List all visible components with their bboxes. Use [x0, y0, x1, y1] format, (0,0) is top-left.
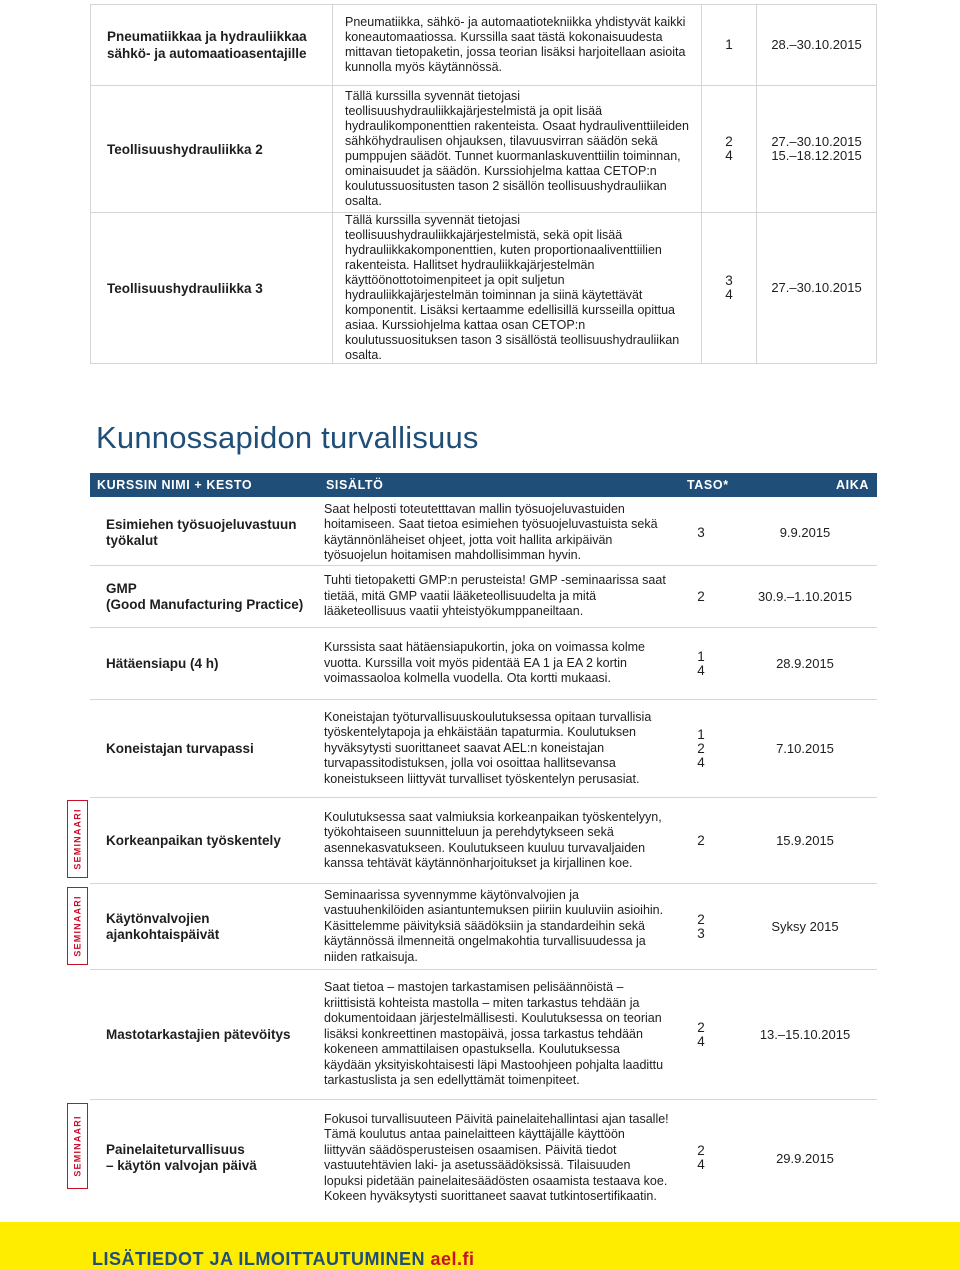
course-description: Koneistajan työturvallisuuskoulutuksessa opitaan turvallisia työskentelytapoja ja ehkäistään tapaturmia. Koulutuksen hyväksytysti suorittaneet saavat AEL:n koneistajan turvapassitodistuksen, jolla voi osoittaa hallitsevansa koneistukseen liittyvät turvalliset työskentelyn perusasiat.	[324, 709, 652, 786]
seminar-tag	[67, 1103, 88, 1189]
level-value: 4	[697, 662, 705, 678]
course-description: Tuhti tietopaketti GMP:n perusteista! GMP -seminaarissa saat tietää, mitä GMP vaatii lääketeollisuudelta ja mitä lääketeollisuus vaatii yhteistyökumppaneiltaan.	[324, 573, 666, 619]
course-name: Käytönvalvojien ajankohtaispäivät	[106, 910, 220, 942]
course-date: 27.–30.10.2015 15.–18.12.2015	[757, 86, 877, 213]
course-level	[678, 798, 724, 883]
table-row	[91, 213, 877, 364]
course-name: Hätäensiapu (4 h)	[106, 655, 219, 671]
footer-label: LISÄTIEDOT JA ILMOITTAUTUMINEN	[92, 1249, 425, 1269]
table-row	[90, 566, 877, 628]
course-name: Korkeanpaikan työskentely	[106, 832, 281, 848]
level-value: 4	[697, 1157, 705, 1172]
seminar-label: SEMINAARI	[72, 1115, 83, 1177]
course-name: Esimiehen työsuojeluvastuun työkalut	[106, 516, 297, 548]
course-date: 15.9.2015	[776, 833, 834, 848]
course-level	[702, 5, 757, 86]
course-description: Tällä kurssilla syvennät tietojasi teollisuushydrauliikkajärjestelmistä ja opit lisää hydraulikomponenttien rakenteista. Osaat hydrauliventtiileiden sähköhydraulisen ohjauksen, tilavuusvirran säädön sekä pumppujen säädöt. Tunnet kuormanlaskuventtiilin toiminnan, ominaisuudet ja säädön. Kurssiohjelma kattaa CETOP:n koulutussuositusten tason 2 sisällön teollisuushydrauliikan osalta.	[333, 86, 702, 213]
level-value: 4	[697, 754, 705, 770]
course-description: Pneumatiikka, sähkö- ja automaatiotekniikka yhdistyvät kaikki koneautomaatiossa. Kurssilla saat tästä kokonaisuudesta mittavan tietopaketin, jossa teorian lisäksi harjoitellaan asioita kunnolla myös käytännössä.	[333, 5, 702, 86]
level-value: 2	[697, 832, 705, 848]
course-date: 27.–30.10.2015	[757, 213, 877, 364]
level-value: 2	[725, 134, 733, 149]
table-row	[90, 700, 877, 798]
level-value: 3	[697, 524, 705, 540]
course-date: 29.9.2015	[776, 1150, 834, 1166]
course-date: 13.–15.10.2015	[759, 1027, 851, 1042]
course-description: Seminaarissa syvennymme käytönvalvojien ja vastuuhenkilöiden asiantuntemuksen piiriin kuuluviin asioihin. Käsittelemme päivityksiä säädöksiin ja standardeihin sekä käytännössä ilmenneitä ongelmakohtia turvallisuudessa ja niiden ratkaisuja.	[324, 887, 664, 964]
level-value: 4	[725, 287, 733, 302]
table-row	[90, 1100, 877, 1216]
course-name: Pneumatiikkaa ja hydrauliikkaa sähkö- ja automaatioasentajille	[91, 5, 333, 86]
course-level	[702, 213, 757, 364]
header-time: AIKA	[836, 478, 869, 492]
course-name: Painelaiteturvallisuus – käytön valvojan päivä	[106, 1142, 257, 1173]
table-row	[91, 5, 877, 86]
course-level	[678, 970, 724, 1099]
course-date: 9.9.2015	[779, 525, 831, 540]
course-description: Koulutuksessa saat valmiuksia korkeanpaikan työskentelyyn, työkohtaiseen suunnitteluun ja perehdytykseen sekä asennekasvatukseen. Koulutukseen kuuluu turvavaljaiden kanssa tehtävät käytännönharjoitukset ja kirjallinen koe.	[324, 809, 662, 870]
course-description: Kurssista saat hätäensiapukortin, joka on voimassa kolme vuotta. Kurssilla voit myös pidentää EA 1 ja EA 2 kortin voimassaoloa kolmella vuodella. Ota kortti mukaasi.	[324, 640, 645, 686]
course-level	[678, 884, 724, 969]
table-header	[90, 473, 877, 497]
level-value: 1	[697, 726, 705, 742]
course-name: Teollisuushydrauliikka 2	[91, 86, 333, 213]
course-description: Tällä kurssilla syvennät tietojasi teollisuushydrauliikkajärjestelmistä, sekä opit lisää hydrauliikkakomponenttien, kuten proportionaaliventtiilien rakenteista. Hallitset hydrauliikkajärjestelmän käyttöönottotoimenpiteet ja opit suljetun hydrauliikkajärjestelmän toiminnan ja siinä käytettävät komponentit. Lisäksi kertaamme edellisillä kursseilla opittua asiaa. Kurssiohjelma kattaa osan CETOP:n koulutussuosituksen tason 3 sisällöstä teollisuushydrauliikan osalta.	[333, 213, 702, 364]
course-date: 7.10.2015	[776, 741, 834, 756]
course-name: Mastotarkastajien pätevöitys	[106, 1026, 291, 1042]
course-description: Saat helposti toteutetttavan mallin työsuojeluvastuiden hoitamiseen. Saat tietoa esimiehen työsuojeluvastuista sekä käytännönläheiset ohjeet, jotta voit hallita arkipäivän työsuojelun hoitamisen mahdollisimman hyvin.	[324, 501, 658, 562]
course-date: Syksy 2015	[771, 919, 839, 934]
level-value: 4	[697, 1033, 705, 1049]
header-course-name: KURSSIN NIMI + KESTO	[97, 478, 253, 492]
level-value: 3	[697, 925, 705, 941]
course-date: 28.–30.10.2015	[757, 5, 877, 86]
level-value: 2	[697, 1143, 705, 1158]
seminar-tag	[67, 887, 88, 965]
table-row	[90, 970, 877, 1100]
course-date: 28.9.2015	[776, 656, 834, 671]
course-level	[678, 628, 724, 699]
footer	[92, 1249, 475, 1270]
level-value: 1	[725, 37, 733, 52]
table-row	[90, 798, 877, 884]
course-level	[678, 500, 724, 565]
level-value: 4	[725, 148, 733, 163]
course-name: Koneistajan turvapassi	[106, 740, 254, 756]
course-description: Saat tietoa – mastojen tarkastamisen pelisäännöistä – kriittisistä kohteista mastolla – miten tarkastus tehdään ja dokumentoidaan järjestelmällisesti. Koulutuksessa on teorian lisäksi konkreettinen mastopäivä, jossa tarkastus tehdään kokeneen ammattilaisen opastuksella. Koulutuksessa käydään yksityiskohtaisesti läpi Mastoohjeen pohjalta laadittu tarkastuslista ja sen edellyttämät toimenpiteet.	[324, 980, 664, 1088]
website-link[interactable]: ael.fi	[430, 1249, 475, 1269]
level-value: 2	[697, 911, 705, 927]
level-value: 2	[697, 740, 705, 756]
seminar-label: SEMINAARI	[72, 808, 83, 870]
header-content: SISÄLTÖ	[326, 478, 384, 492]
level-value: 1	[697, 648, 705, 664]
table-row	[90, 884, 877, 970]
table-row	[91, 86, 877, 213]
level-value: 2	[697, 588, 705, 604]
course-name: Teollisuushydrauliikka 3	[91, 213, 333, 364]
hydraulics-course-table	[90, 4, 877, 364]
course-level	[702, 86, 757, 213]
level-value: 2	[697, 1019, 705, 1035]
course-level	[678, 1100, 724, 1216]
course-description: Fokusoi turvallisuuteen Päivitä painelaitehallintasi ajan tasalle! Tämä koulutus antaa painelaitteen käyttäjälle käyttöön liittyvän säädösperusteisen osaamisen. Päivitä tiedot vastuutehtävien laki- ja asetussäädöksissä. Tilaisuuden lopuksi pidetään painelaitesäädösten osaamista testaava koe. Kokeen hyväksytysti suorittaneet saavat tutkintosertifikaatin.	[324, 1111, 669, 1203]
seminar-tag	[67, 800, 88, 878]
section-title: Kunnossapidon turvallisuus	[96, 420, 479, 455]
course-level	[678, 700, 724, 797]
course-level	[678, 566, 724, 627]
course-date: 30.9.–1.10.2015	[758, 589, 852, 604]
table-row	[90, 500, 877, 566]
header-level: TASO*	[687, 478, 729, 492]
seminar-label: SEMINAARI	[72, 895, 83, 957]
course-name: GMP (Good Manufacturing Practice)	[106, 580, 304, 612]
level-value: 3	[725, 273, 733, 288]
table-row	[90, 628, 877, 700]
